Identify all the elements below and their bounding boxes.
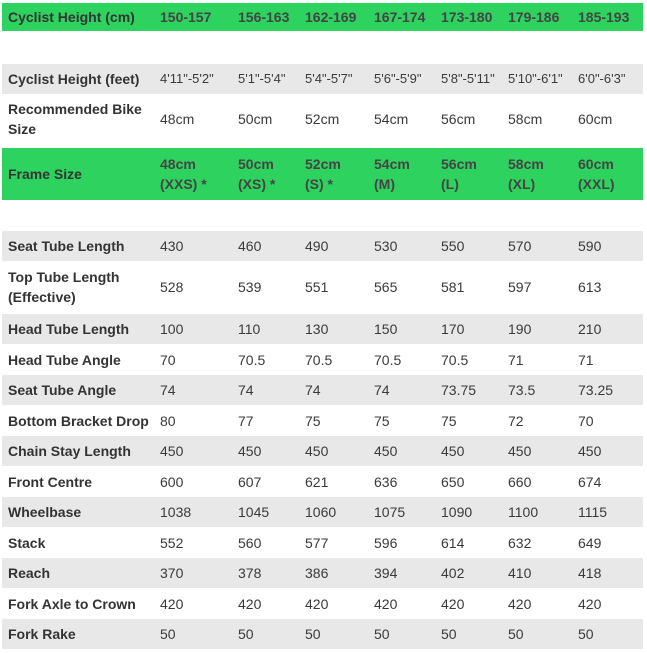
frame-size-cell	[305, 154, 373, 194]
geometry-cell	[578, 624, 644, 644]
geometry-cell-text: 551	[305, 279, 329, 295]
geometry-cell-text: 210	[578, 321, 602, 337]
height-cm-cell	[508, 7, 578, 27]
height-feet-cell	[238, 69, 304, 89]
geometry-cell-text: 596	[374, 534, 398, 551]
geometry-cell	[305, 319, 373, 339]
geometry-cell-text: 590	[578, 238, 602, 254]
geometry-row	[2, 528, 643, 557]
frame-size-cell	[508, 154, 578, 194]
geometry-cell	[374, 533, 440, 553]
height-cm-cell	[305, 7, 373, 27]
geometry-cell	[508, 350, 578, 370]
geometry-cell	[578, 411, 644, 431]
geometry-cell	[305, 502, 373, 522]
frame-size-cell-text: 50cm	[238, 156, 274, 172]
geometry-cell-text: 1100	[508, 504, 539, 520]
frame-size-cell-text: (XXS) *	[160, 176, 207, 192]
geometry-label-text: Stack	[8, 534, 46, 551]
geometry-cell-text: 70	[160, 351, 176, 368]
geometry-label-text: Bottom Bracket Drop	[8, 412, 149, 429]
geometry-cell	[305, 563, 373, 583]
geometry-cell-text: 420	[238, 595, 262, 612]
geometry-cell	[305, 350, 373, 370]
geometry-cell-text: 70.5	[441, 351, 469, 368]
geometry-cell-text: 420	[305, 595, 329, 612]
geometry-cell-text: 77	[238, 412, 254, 429]
recommended-cell-text: 58cm	[508, 111, 543, 127]
geometry-cell	[160, 236, 236, 256]
geometry-label	[2, 502, 160, 522]
geometry-cell	[305, 624, 373, 644]
geometry-cell-text: 100	[160, 321, 184, 337]
geometry-cell	[374, 594, 440, 614]
geometry-label-text: Fork Rake	[8, 626, 76, 642]
geometry-cell	[374, 277, 440, 297]
height-cm-cell-text: 156-163	[238, 9, 290, 25]
geometry-cell-text: 50	[578, 626, 594, 642]
geometry-row	[2, 345, 643, 374]
geometry-cell-text: 370	[160, 565, 184, 581]
height-cm-cell	[374, 7, 440, 27]
geometry-cell-text: 1060	[305, 504, 337, 520]
geometry-cell-text: 490	[305, 238, 329, 254]
geometry-label	[2, 594, 160, 614]
geometry-cell-text: 581	[441, 279, 465, 295]
geometry-cell	[441, 594, 507, 614]
geometry-cell	[238, 277, 304, 297]
geometry-cell	[160, 563, 236, 583]
geometry-cell-text: 632	[508, 534, 532, 551]
geometry-cell-text: 570	[508, 238, 532, 254]
recommended-cell-text: 56cm	[441, 111, 476, 127]
geometry-cell	[374, 502, 440, 522]
geometry-cell-text: 75	[305, 412, 321, 429]
geometry-cell-text: 430	[160, 238, 184, 254]
geometry-row	[2, 619, 643, 649]
geometry-cell-text: 71	[508, 351, 524, 368]
geometry-cell-text: 607	[238, 473, 262, 490]
geometry-cell	[160, 624, 236, 644]
geometry-cell	[238, 594, 304, 614]
recommended-cell-text: 48cm	[160, 111, 195, 127]
geometry-label	[2, 350, 160, 370]
recommended-label-text: Size	[8, 121, 37, 137]
geometry-cell	[160, 533, 236, 553]
frame-size-cell	[374, 154, 440, 194]
geometry-cell	[441, 624, 507, 644]
height-feet-cell	[508, 69, 578, 89]
geometry-cell-text: 50	[374, 626, 390, 642]
geometry-cell-text: 550	[441, 238, 465, 254]
recommended-cell-text: 50cm	[238, 111, 273, 127]
geometry-cell-text: 1075	[374, 504, 406, 520]
geometry-cell-text: 420	[374, 595, 398, 612]
frame-size-cell-text: 54cm	[374, 156, 410, 172]
geometry-cell	[508, 472, 578, 492]
geometry-cell-text: 74	[374, 382, 390, 398]
geometry-label-text: Seat Tube Length	[8, 238, 125, 254]
geometry-cell-text: 170	[441, 321, 465, 337]
geometry-label-text: Wheelbase	[8, 504, 82, 520]
height-feet-label-text: Cyclist Height (feet)	[8, 71, 140, 87]
geometry-cell-text: 660	[508, 473, 532, 490]
recommended-cell	[238, 109, 304, 129]
geometry-cell-text: 420	[441, 595, 465, 612]
height-feet-cell-text: 5'10"-6'1"	[508, 71, 563, 86]
geometry-cell	[238, 380, 304, 400]
recommended-cell-text: 52cm	[305, 111, 340, 127]
geometry-label-text: Fork Axle to Crown	[8, 595, 136, 612]
geometry-cell-text: 50	[508, 626, 524, 642]
geometry-cell-text: 420	[160, 595, 184, 612]
geometry-cell-text: 649	[578, 534, 602, 551]
frame-size-row	[2, 148, 643, 200]
geometry-cell	[374, 319, 440, 339]
geometry-cell	[238, 236, 304, 256]
height-feet-cell	[578, 69, 644, 89]
frame-size-label-text: Frame Size	[8, 166, 82, 182]
frame-size-cell-text: (XXL)	[578, 176, 615, 192]
geometry-label-text: Head Tube Length	[8, 321, 130, 337]
geometry-cell	[160, 594, 236, 614]
geometry-cell	[305, 411, 373, 431]
geometry-cell-text: 577	[305, 534, 329, 551]
frame-size-cell-text: 56cm	[441, 156, 477, 172]
geometry-cell	[441, 441, 507, 461]
geometry-cell-text: 539	[238, 279, 262, 295]
height-cm-cell	[578, 7, 644, 27]
height-feet-cell-text: 5'4"-5'7"	[305, 71, 353, 86]
geometry-cell	[578, 563, 644, 583]
geometry-cell	[238, 472, 304, 492]
geometry-cell-text: 70.5	[238, 351, 266, 368]
recommended-cell	[441, 109, 507, 129]
geometry-cell-text: 636	[374, 473, 398, 490]
geometry-cell	[578, 533, 644, 553]
geometry-label	[2, 472, 160, 492]
geometry-cell	[578, 502, 644, 522]
recommended-cell	[160, 109, 236, 129]
geometry-cell	[508, 533, 578, 553]
geometry-cell-text: 1115	[578, 504, 608, 520]
geometry-cell	[441, 277, 507, 297]
geometry-cell-text: 420	[578, 595, 602, 612]
geometry-cell	[238, 533, 304, 553]
geometry-cell-text: 73.75	[441, 382, 477, 398]
geometry-cell	[441, 319, 507, 339]
frame-size-label	[2, 164, 160, 184]
geometry-cell-text: 73.5	[508, 382, 536, 398]
height-feet-label	[2, 69, 160, 89]
geometry-cell-text: 110	[238, 321, 261, 337]
geometry-cell-text: 450	[238, 443, 262, 459]
geometry-cell	[238, 319, 304, 339]
geometry-row	[2, 558, 643, 588]
geometry-cell	[508, 411, 578, 431]
frame-size-cell-text: (XL)	[508, 176, 536, 192]
height-feet-cell-text: 5'6"-5'9"	[374, 71, 422, 86]
frame-size-cell-text: (L)	[441, 176, 459, 192]
height-cm-label-text: Cyclist Height (cm)	[8, 9, 135, 25]
geometry-cell	[508, 594, 578, 614]
geometry-cell-text: 50	[238, 626, 254, 642]
geometry-label	[2, 267, 160, 307]
height-feet-cell	[374, 69, 440, 89]
geometry-row	[2, 375, 643, 405]
geometry-cell-text: 394	[374, 565, 398, 581]
geometry-label	[2, 563, 160, 583]
recommended-cell	[374, 109, 440, 129]
geometry-row	[2, 314, 643, 344]
geometry-cell	[238, 411, 304, 431]
recommended-cell	[578, 109, 644, 129]
geometry-cell-text: 613	[578, 279, 602, 295]
geometry-cell	[305, 472, 373, 492]
height-cm-cell	[160, 7, 236, 27]
geometry-cell	[578, 350, 644, 370]
geometry-cell	[238, 624, 304, 644]
height-feet-cell-text: 6'0"-6'3"	[578, 71, 626, 86]
geometry-cell	[305, 236, 373, 256]
height-feet-cell	[441, 69, 507, 89]
geometry-label	[2, 441, 160, 461]
geometry-label	[2, 411, 160, 431]
geometry-label-text: Chain Stay Length	[8, 443, 131, 459]
frame-size-cell-text: 48cm	[160, 156, 196, 172]
recommended-label-text: Recommended Bike	[8, 101, 142, 117]
geometry-cell	[578, 277, 644, 297]
geometry-cell-text: 70.5	[305, 351, 333, 368]
geometry-cell-text: 597	[508, 279, 532, 295]
geometry-cell	[578, 472, 644, 492]
height-cm-cell-text: 173-180	[441, 9, 493, 25]
geometry-cell	[508, 380, 578, 400]
recommended-cell	[508, 109, 578, 129]
geometry-cell-text: 50	[160, 626, 176, 642]
geometry-cell	[305, 594, 373, 614]
frame-size-cell	[160, 154, 236, 194]
height-feet-cell-text: 5'1"-5'4"	[238, 71, 286, 86]
geometry-cell-text: 530	[374, 238, 398, 254]
geometry-cell-text: 450	[160, 443, 184, 459]
geometry-cell	[374, 380, 440, 400]
geometry-row	[2, 497, 643, 527]
geometry-cell	[441, 411, 507, 431]
geometry-cell-text: 614	[441, 534, 465, 551]
geometry-cell-text: 450	[578, 443, 602, 459]
frame-size-cell-text: (S) *	[305, 176, 333, 192]
geometry-cell-text: 600	[160, 473, 184, 490]
frame-size-cell-text: (M)	[374, 176, 395, 192]
geometry-cell	[160, 472, 236, 492]
geometry-cell	[305, 380, 373, 400]
geometry-cell-text: 70	[578, 412, 594, 429]
geometry-cell	[374, 411, 440, 431]
geometry-cell-text: 190	[508, 321, 532, 337]
geometry-cell	[160, 441, 236, 461]
geometry-cell	[374, 441, 440, 461]
height-cm-cell-text: 167-174	[374, 9, 426, 25]
height-feet-cell-text: 5'8"-5'11"	[441, 71, 495, 86]
geometry-label	[2, 380, 160, 400]
geometry-cell-text: 650	[441, 473, 465, 490]
geometry-cell	[508, 441, 578, 461]
geometry-cell-text: 552	[160, 534, 184, 551]
recommended-cell-text: 60cm	[578, 111, 613, 127]
geometry-cell	[578, 594, 644, 614]
geometry-cell-text: 460	[238, 238, 262, 254]
geometry-cell-text: 70.5	[374, 351, 402, 368]
geometry-row	[2, 589, 643, 618]
geometry-cell-text: 450	[305, 443, 329, 459]
geometry-cell	[508, 502, 578, 522]
geometry-cell	[374, 563, 440, 583]
geometry-cell-text: 50	[441, 626, 457, 642]
geometry-label-text: Head Tube Angle	[8, 351, 121, 368]
geometry-cell-text: 560	[238, 534, 262, 551]
geometry-cell-text: 1038	[160, 504, 192, 520]
geometry-cell-text: 378	[238, 565, 262, 581]
height-feet-cell-text: 4'11"-5'2"	[160, 71, 214, 86]
frame-size-cell	[578, 154, 644, 194]
recommended-row	[2, 96, 643, 142]
geometry-cell-text: 410	[508, 565, 532, 581]
geometry-cell	[578, 380, 644, 400]
geometry-cell-text: 450	[441, 443, 465, 459]
geometry-row	[2, 436, 643, 466]
geometry-cell	[441, 533, 507, 553]
recommended-cell-text: 54cm	[374, 111, 409, 127]
geometry-cell-text: 50	[305, 626, 321, 642]
geometry-cell-text: 450	[374, 443, 398, 459]
geometry-cell	[238, 350, 304, 370]
frame-size-cell-text: 52cm	[305, 156, 341, 172]
height-feet-row	[2, 64, 643, 94]
geometry-label-text: (Effective)	[8, 289, 76, 305]
geometry-row	[2, 231, 643, 261]
geometry-cell-text: 402	[441, 565, 465, 581]
geometry-cell-text: 75	[441, 412, 457, 429]
geometry-cell	[508, 624, 578, 644]
geometry-label-text: Front Centre	[8, 473, 92, 490]
frame-size-cell-text: 58cm	[508, 156, 544, 172]
geometry-cell	[160, 411, 236, 431]
geometry-cell-text: 71	[578, 351, 594, 368]
height-cm-label	[2, 7, 160, 27]
geometry-cell	[508, 563, 578, 583]
geometry-cell-text: 420	[508, 595, 532, 612]
geometry-cell-text: 74	[160, 382, 176, 398]
recommended-cell	[305, 109, 373, 129]
geometry-cell	[160, 350, 236, 370]
geometry-cell	[441, 563, 507, 583]
geometry-cell	[238, 563, 304, 583]
geometry-cell	[441, 380, 507, 400]
geometry-cell	[508, 319, 578, 339]
geometry-cell-text: 73.25	[578, 382, 614, 398]
geometry-cell	[160, 502, 236, 522]
geometry-cell	[441, 472, 507, 492]
frame-size-cell-text: 60cm	[578, 156, 614, 172]
geometry-cell	[238, 441, 304, 461]
height-feet-cell	[160, 69, 236, 89]
geometry-cell-text: 74	[238, 382, 254, 398]
geometry-cell	[441, 502, 507, 522]
geometry-cell-text: 386	[305, 565, 329, 581]
height-cm-cell	[238, 7, 304, 27]
geometry-cell-text: 1090	[441, 504, 473, 520]
geometry-cell	[374, 472, 440, 492]
geometry-cell	[305, 277, 373, 297]
geometry-cell-text: 75	[374, 412, 390, 429]
frame-size-cell	[238, 154, 304, 194]
geometry-cell-text: 450	[508, 443, 532, 459]
geometry-cell	[305, 441, 373, 461]
geometry-cell	[441, 350, 507, 370]
geometry-cell	[578, 319, 644, 339]
height-cm-row	[2, 3, 643, 31]
geometry-cell-text: 150	[374, 321, 398, 337]
geometry-cell	[160, 319, 236, 339]
geometry-row	[2, 467, 643, 496]
height-cm-cell	[441, 7, 507, 27]
geometry-cell-text: 418	[578, 565, 602, 581]
geometry-cell-text: 130	[305, 321, 329, 337]
geometry-cell-text: 674	[578, 473, 602, 490]
geometry-cell-text: 74	[305, 382, 321, 398]
geometry-label-text: Top Tube Length	[8, 269, 120, 285]
frame-size-cell	[441, 154, 507, 194]
height-cm-cell-text: 150-157	[160, 9, 212, 25]
geometry-cell	[578, 236, 644, 256]
geometry-cell-text: 1045	[238, 504, 270, 520]
geometry-cell	[238, 502, 304, 522]
frame-size-cell-text: (XS) *	[238, 176, 276, 192]
geometry-label-text: Reach	[8, 565, 51, 581]
geometry-cell	[160, 380, 236, 400]
geometry-label-text: Seat Tube Angle	[8, 382, 117, 398]
geometry-cell	[441, 236, 507, 256]
geometry-cell	[508, 236, 578, 256]
geometry-cell	[578, 441, 644, 461]
geometry-label	[2, 319, 160, 339]
geometry-label	[2, 533, 160, 553]
height-cm-cell-text: 179-186	[508, 9, 560, 25]
geometry-cell-text: 621	[305, 473, 329, 490]
geometry-cell-text: 80	[160, 412, 176, 429]
geometry-cell-text: 528	[160, 279, 184, 295]
height-feet-cell	[305, 69, 373, 89]
geometry-cell-text: 72	[508, 412, 524, 429]
height-cm-cell-text: 185-193	[578, 9, 630, 25]
geometry-cell	[160, 277, 236, 297]
geometry-row	[2, 406, 643, 435]
geometry-cell	[374, 624, 440, 644]
geometry-cell	[374, 350, 440, 370]
geometry-row	[2, 263, 643, 311]
geometry-label	[2, 236, 160, 256]
height-cm-cell-text: 162-169	[305, 9, 357, 25]
geometry-cell	[305, 533, 373, 553]
geometry-cell	[508, 277, 578, 297]
geometry-cell	[374, 236, 440, 256]
geometry-cell-text: 565	[374, 279, 398, 295]
recommended-label	[2, 99, 160, 139]
geometry-label	[2, 624, 160, 644]
